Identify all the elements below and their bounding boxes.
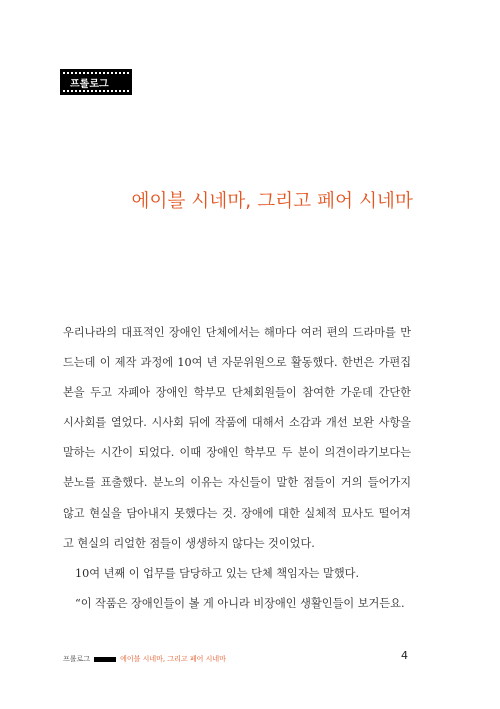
paragraph-3: [63, 589, 411, 619]
text-line: 우리나라의 대표적인 장애인 단체에서는 해마다 여러 편의 드라마를 만: [63, 326, 411, 339]
running-footer: [63, 654, 226, 664]
paragraph-1: [63, 318, 411, 559]
text-line: 시사회를 열었다. 시사회 뒤에 작품에 대해서 소감과 개선 보완 사항을: [63, 416, 411, 430]
paragraph-2: [63, 559, 411, 589]
section-tag: [63, 72, 129, 92]
text-line: 본을 두고 자폐아 장애인 학부모 단체회원들이 참여한 가운데 간단한: [63, 386, 411, 400]
footer-chapter-label: 에이블 시네마, 그리고 페어 시네마: [120, 655, 226, 663]
text-line: “이 작품은 장애인들이 볼 게 아니라 비장애인 생활인들이 보거든요.: [75, 596, 405, 610]
section-tag-label: 프롤로그: [70, 78, 109, 90]
page-number: 4: [401, 649, 408, 662]
text-line: 말하는 시간이 되었다. 이때 장애인 학부모 두 분이 의견이라기보다는: [63, 446, 411, 460]
text-line: 드는데 이 제작 과정에 10여 년 자문위원으로 활동했다. 한번은 가편집: [63, 356, 411, 370]
text-line: 고 현실의 리얼한 점들이 생생하지 않다는 것이었다.: [63, 536, 315, 550]
footer-divider-bar: [94, 657, 116, 662]
text-line: 10여 년째 이 업무를 담당하고 있는 단체 책임자는 말했다.: [75, 566, 359, 580]
footer-section-label: 프롤로그: [63, 655, 91, 663]
chapter-title: 에이블 시네마, 그리고 페어 시네마: [131, 191, 413, 212]
body-text: [63, 318, 411, 619]
text-line: 분노를 표출했다. 분노의 이유는 자신들이 말한 점들이 거의 들어가지: [63, 476, 411, 490]
text-line: 않고 현실을 담아내지 못했다는 것. 장애에 대한 실체적 묘사도 떨어져: [63, 506, 411, 520]
